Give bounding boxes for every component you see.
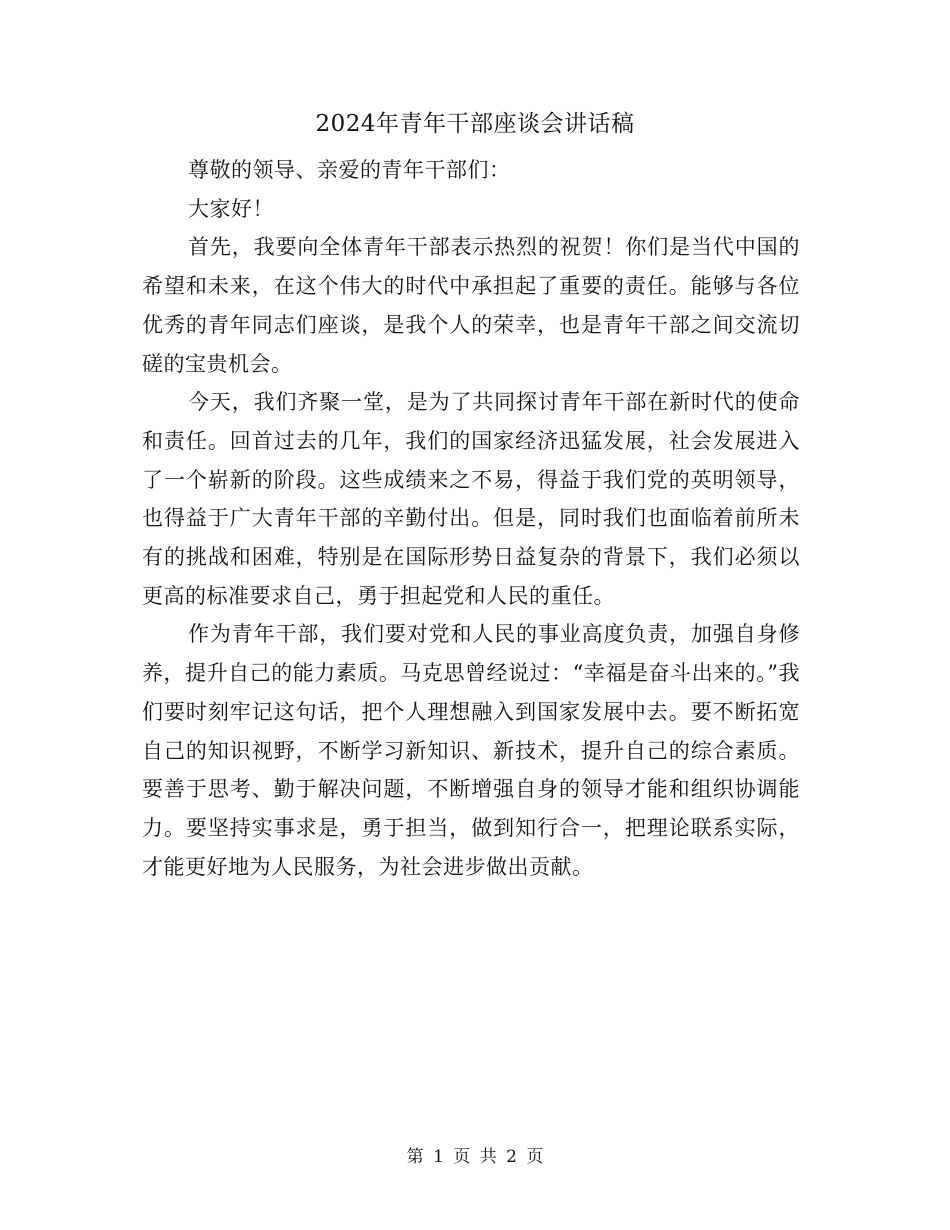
salutation: 尊敬的领导、亲爱的青年干部们：: [188, 158, 511, 182]
document-body: [142, 151, 800, 886]
greeting: 大家好！: [188, 196, 274, 221]
page-footer: 第 1 页 共 2 页: [406, 1147, 544, 1167]
paragraph-congratulations: 首先，我要向全体青年干部表示热烈的祝贺！你们是当代中国的希望和未来，在这个伟大的时代中承担起了重要的责任。能够与各位优秀的青年同志们座谈，是我个人的荣幸，也是青年干部之间交流切磋的宝贵机会。: [142, 235, 800, 376]
paragraph-mission: 今天，我们齐聚一堂，是为了共同探讨青年干部在新时代的使命和责任。回首过去的几年，我们的国家经济迅猛发展，社会发展进入了一个崭新的阶段。这些成绩来之不易，得益于我们党的英明领导，也得益于广大青年干部的辛勤付出。但是，同时我们也面临着前所未有的挑战和困难，特别是在国际形势日益复杂的背景下，我们必须以更高的标准要求自己，勇于担起党和人民的重任。: [142, 390, 800, 608]
paragraph-responsibility: 作为青年干部，我们要对党和人民的事业高度负责，加强自身修养，提升自己的能力素质。马克思曾经说过：“幸福是奋斗出来的。”我们要时刻牢记这句话，把个人理想融入到国家发展中去。要不断拓宽自己的知识视野，不断学习新知识、新技术，提升自己的综合素质。要善于思考、勤于解决问题，不断增强自身的领导才能和组织协调能力。要坚持实事求是，勇于担当，做到知行合一，把理论联系实际，才能更好地为人民服务，为社会进步做出贡献。: [142, 622, 800, 879]
document-title: 2024年青年干部座谈会讲话稿: [315, 111, 635, 137]
